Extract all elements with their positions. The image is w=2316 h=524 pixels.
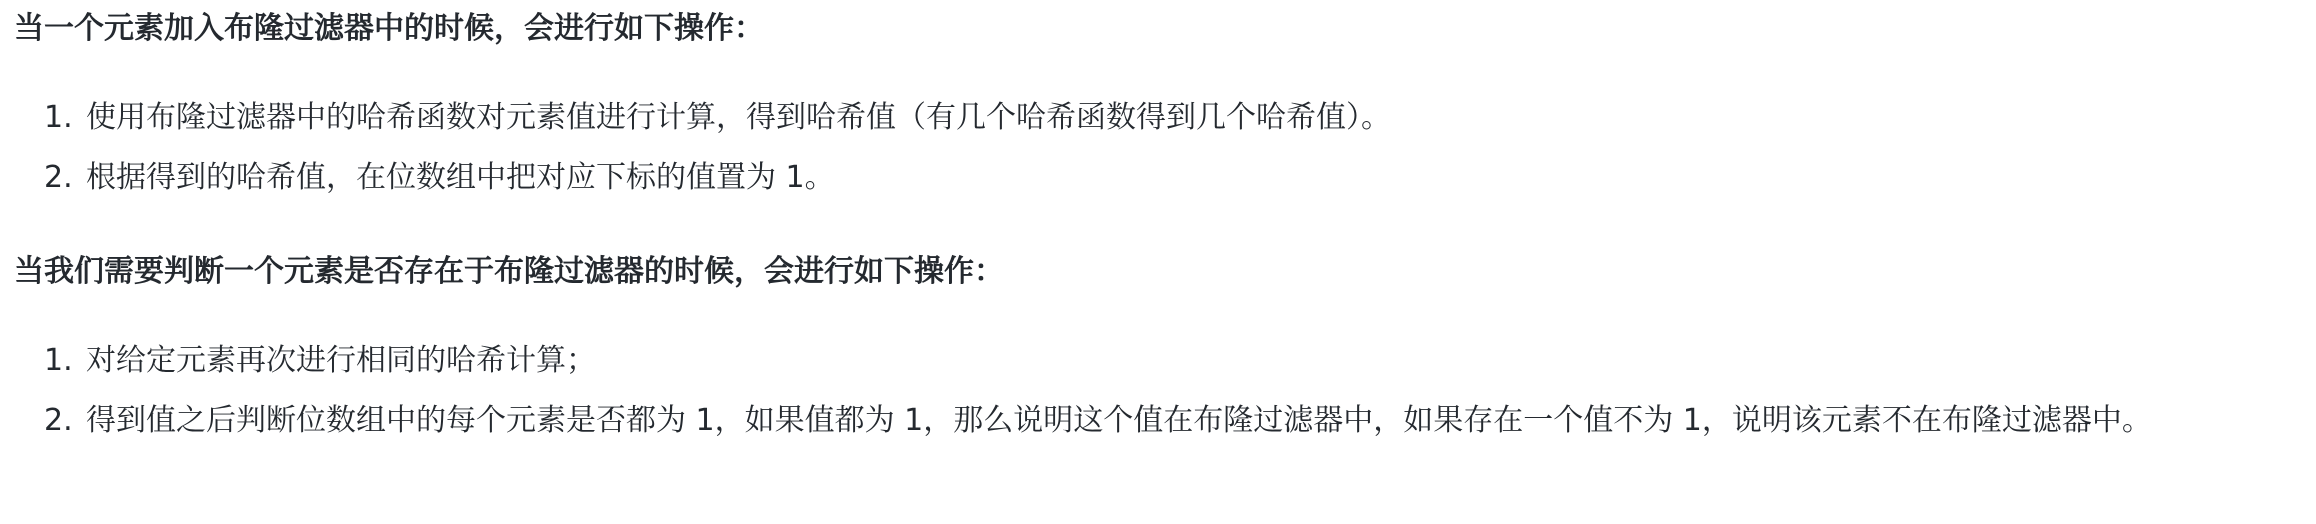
section-heading-add: 当一个元素加入布隆过滤器中的时候，会进行如下操作：	[14, 11, 764, 46]
list-item-text: 根据得到的哈希值，在位数组中把对应下标的值置为 1。	[86, 160, 835, 195]
list-item-number: 1.	[44, 343, 73, 378]
list-item-text: 使用布隆过滤器中的哈希函数对元素值进行计算，得到哈希值（有几个哈希函数得到几个哈希值）。	[86, 100, 1391, 135]
list-item	[44, 391, 2304, 451]
list-item-number: 2.	[44, 160, 73, 195]
list-item	[44, 88, 2304, 148]
add-steps-list	[44, 88, 2304, 208]
list-item-number: 2.	[44, 403, 73, 438]
section-heading-check: 当我们需要判断一个元素是否存在于布隆过滤器的时候，会进行如下操作：	[14, 254, 1004, 289]
list-item-number: 1.	[44, 100, 73, 135]
list-item	[44, 331, 2304, 391]
list-item-text: 得到值之后判断位数组中的每个元素是否都为 1，如果值都为 1，那么说明这个值在布隆过滤器中，如果存在一个值不为 1，说明该元素不在布隆过滤器中。	[86, 403, 2152, 438]
list-item-text: 对给定元素再次进行相同的哈希计算；	[86, 343, 596, 378]
list-item	[44, 148, 2304, 208]
check-steps-list	[44, 331, 2304, 451]
